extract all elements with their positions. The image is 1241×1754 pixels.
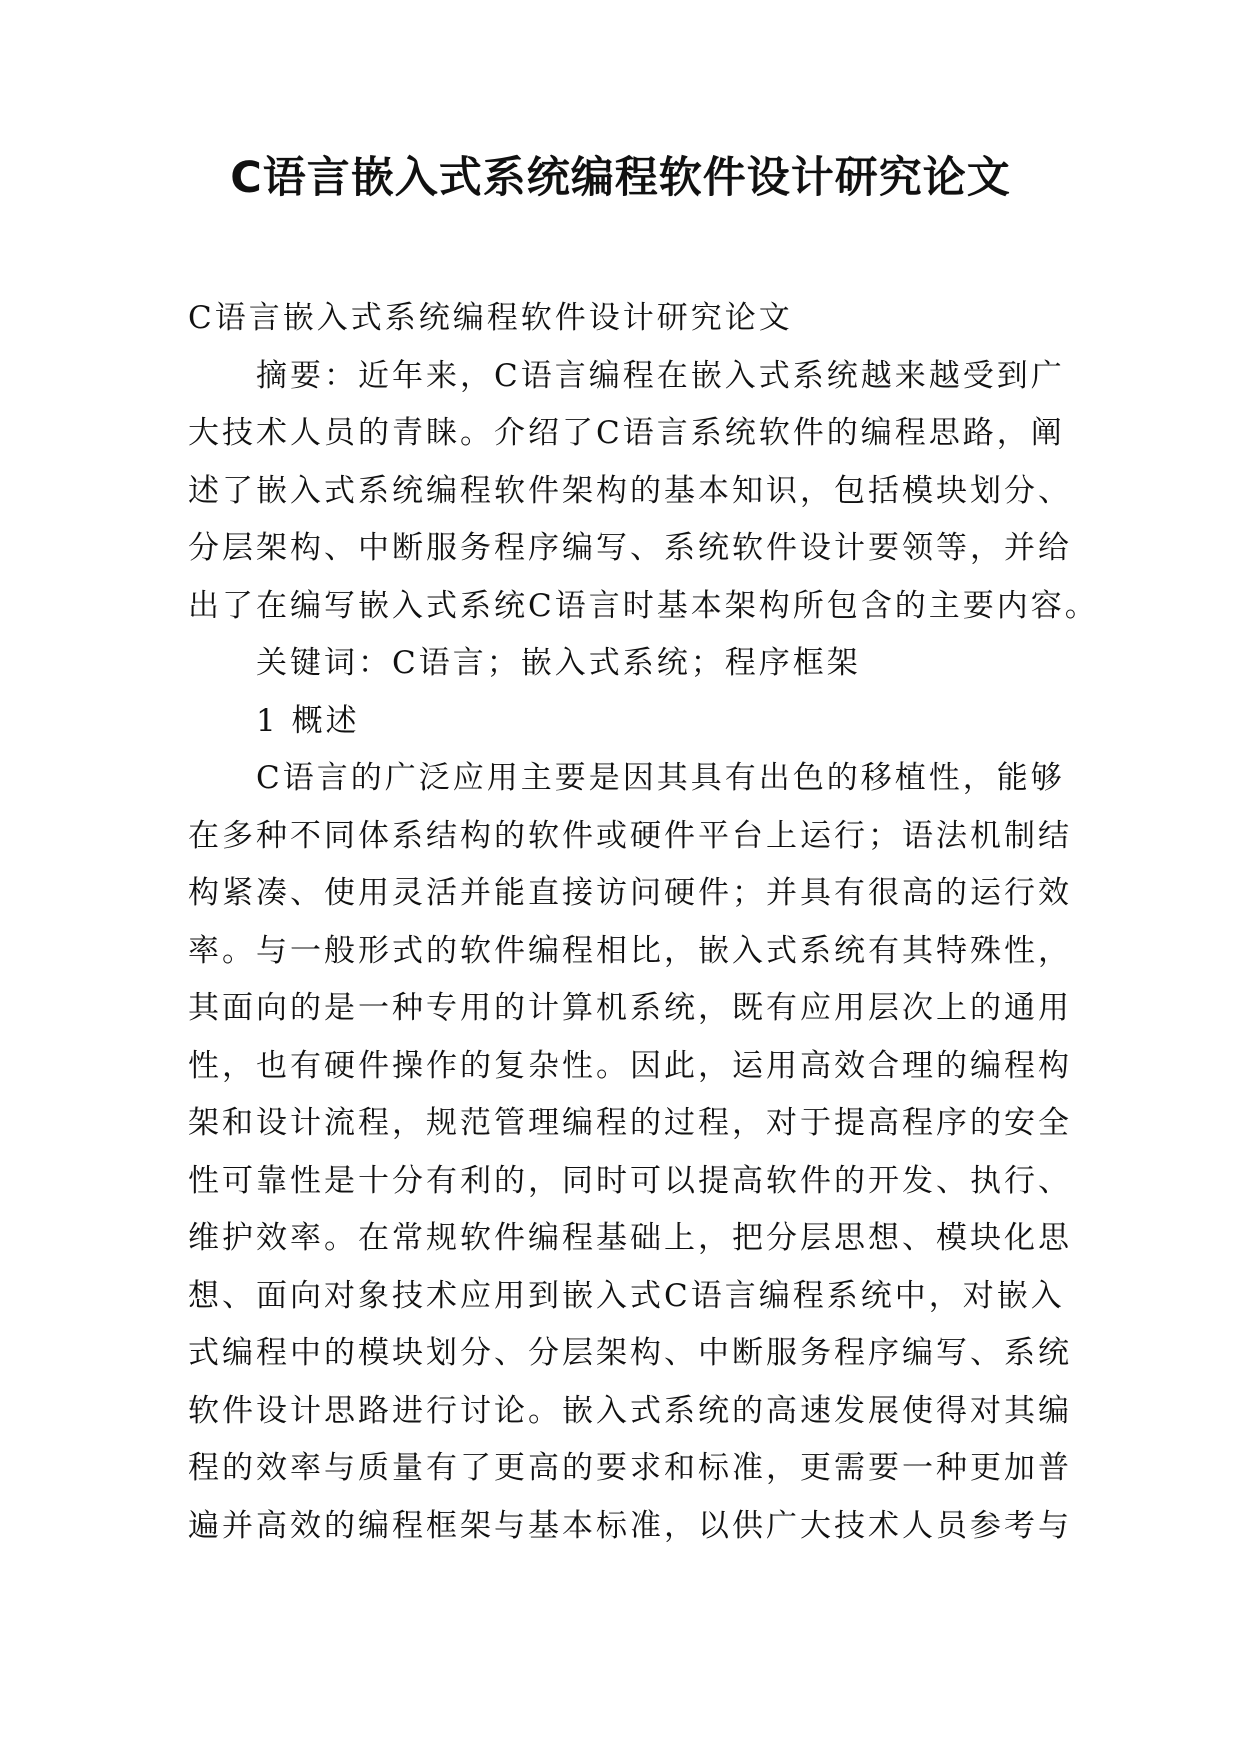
text-line: 想、面向对象技术应用到嵌入式C语言编程系统中，对嵌入 bbox=[188, 1277, 1065, 1314]
text-line: 摘要：近年来，C语言编程在嵌入式系统越来越受到广 bbox=[256, 357, 1065, 394]
text-line: 维护效率。在常规软件编程基础上，把分层思想、模块化思 bbox=[188, 1220, 1072, 1256]
text-line: 性可靠性是十分有利的，同时可以提高软件的开发、执行、 bbox=[188, 1162, 1072, 1199]
text-line: 关键词：C语言；嵌入式系统；程序框架 bbox=[256, 645, 861, 681]
text-line: 在多种不同体系结构的软件或硬件平台上运行；语法机制结 bbox=[188, 817, 1072, 854]
text-line: 其面向的是一种专用的计算机系统，既有应用层次上的通用 bbox=[188, 990, 1072, 1026]
document-body bbox=[188, 290, 1099, 1555]
text-line: 式编程中的模块划分、分层架构、中断服务程序编写、系统 bbox=[188, 1335, 1072, 1371]
text-line: 软件设计思路进行讨论。嵌入式系统的高速发展使得对其编 bbox=[188, 1392, 1072, 1429]
text-line: 述了嵌入式系统编程软件架构的基本知识，包括模块划分、 bbox=[188, 472, 1072, 509]
text-line: 率。与一般形式的软件编程相比，嵌入式系统有其特殊性， bbox=[188, 932, 1072, 969]
text-line: 出了在编写嵌入式系统C语言时基本架构所包含的主要内容。 bbox=[188, 587, 1099, 624]
text-line: 架和设计流程，规范管理编程的过程，对于提高程序的安全 bbox=[188, 1105, 1072, 1141]
text-line: 1 概述 bbox=[256, 702, 360, 739]
text-line: C语言的广泛应用主要是因其具有出色的移植性，能够 bbox=[256, 760, 1065, 796]
text-line: 程的效率与质量有了更高的要求和标准，更需要一种更加普 bbox=[188, 1450, 1072, 1486]
text-line: 遍并高效的编程框架与基本标准，以供广大技术人员参考与 bbox=[188, 1507, 1072, 1544]
text-line: 大技术人员的青睐。介绍了C语言系统软件的编程思路，阐 bbox=[188, 415, 1065, 451]
text-line: 性，也有硬件操作的复杂性。因此，运用高效合理的编程构 bbox=[188, 1047, 1072, 1084]
text-line: 构紧凑、使用灵活并能直接访问硬件；并具有很高的运行效 bbox=[188, 875, 1072, 911]
document-title: C语言嵌入式系统编程软件设计研究论文 bbox=[230, 153, 1011, 203]
text-line: 分层架构、中断服务程序编写、系统软件设计要领等，并给 bbox=[188, 530, 1072, 566]
text-line: C语言嵌入式系统编程软件设计研究论文 bbox=[188, 300, 793, 336]
